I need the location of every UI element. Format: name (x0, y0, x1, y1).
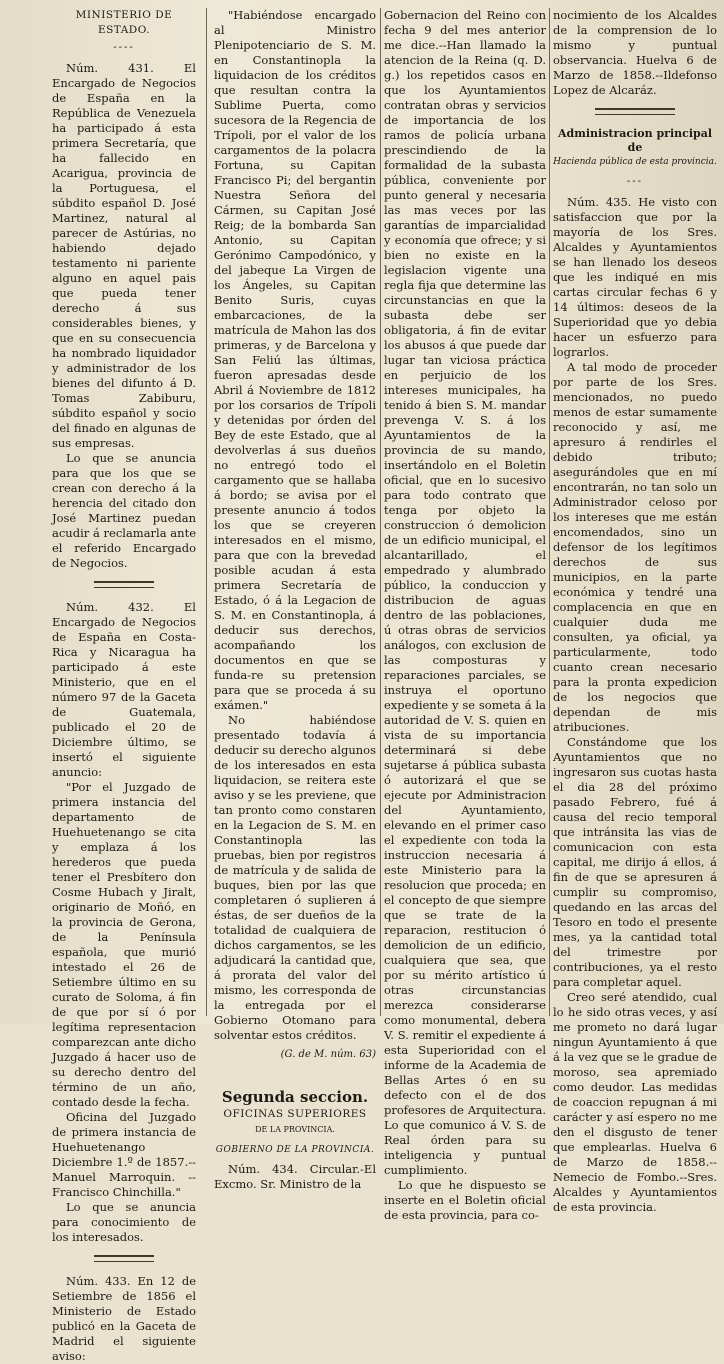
column-4 (553, 8, 717, 1214)
circular-signature: nocimiento de los Alcaldes de la comprension de lo mismo y puntual observancia. Huelva 6 de Marzo de 1858.--Ildefonso Lopez de Alcaráz. (553, 8, 717, 97)
separator (595, 108, 675, 115)
quoted-notice: "Habiéndose encargado al Ministro Plenipotenciario de S. M. en Constantinopla la liquidacion de los créditos que resultan contra la Sublime Puerta, como sucesora de la Regencia de Trípoli, por el valor de los cargamentos de la polacra Fortuna, su Capitan Francisco Pi; del bergantin Nuestra Señora del Cármen, su Capitan José Reig; de la bombarda San Antonio, su Capitan Gerónimo Campodónico, y del jabeque La Virgen de los Ángeles, su Capitan Benito Suris, cuyas embarcaciones, de la matrícula de Mahon las dos primeras, y de Barcelona y San Feliú las últimas, fueron apresadas desde Abril á Noviembre de 1812 por los corsarios de Trípoli y detenidas por órden del Bey de este Estado, que al devolverlas á sus dueños no entregó todo el cargamento que se hallaba á bordo; se avisa por el presente anuncio á todos los que se creyeren interesados en el mismo, para que con la brevedad posible acudan á esta primera Secretaría de Estado, ó á la Legacion de S. M. en Constantinopla, á deducir sus derechos, acompañando los documentos en que se funda-re su pretension para que se proceda á su exámen." (214, 8, 376, 712)
notice-435: Núm. 435. He visto con satisfaccion que por la mayoría de los Sres. Alcaldes y Ayuntamientos se han llenado los deseos que les indiqué en mis cartas circular fechas 6 y 14 últimos: deseos de la Superioridad que yo debia hacer un esfuerzo para lograrlos. (553, 195, 717, 359)
notice-432-office: Oficina del Juzgado de primera instancia de Huehuetenango Diciembre 1.º de 1857.--Manuel Marroquin. --Francisco Chinchilla." (52, 1110, 196, 1199)
column-rule (549, 8, 550, 1016)
notice-431: Núm. 431. El Encargado de Negocios de España en la República de Venezuela ha participado á esta primera Secretaría, que ha fallecido en Acarigua, provincia de la Portuguesa, el súbdito español D. José Martinez, natural al parecer de Astúrias, no habiendo dejado testamento ni pariente alguno en aquel pais que pueda tener derecho á sus considerables bienes, y que en su consecuencia ha nombrado liquidador y administrador de los bienes del difunto á D. Tomas Zabiburu, súbdito español y socio del finado en algunas de sus empresas. (52, 61, 196, 450)
notice-432-note: Lo que se anuncia para conocimiento de los interesados. (52, 1200, 196, 1244)
column-3 (384, 8, 546, 1222)
section-title: Segunda seccion. (221, 1088, 369, 1106)
column-rule (206, 8, 207, 1016)
notice-434: Núm. 434. Circular.-El Excmo. Sr. Ministro de la (214, 1162, 376, 1191)
province-subheading: DE LA PROVINCIA. (255, 1125, 335, 1134)
source-citation: (G. de M. núm. 63) (280, 1049, 376, 1060)
separator (94, 581, 154, 588)
separator (94, 1255, 154, 1262)
notice-431-note: Lo que se anuncia para que los que se crean con derecho á la herencia del citado don José Martinez puedan acudir á reclamarla ante el referido Encargado de Negocios. (52, 451, 196, 570)
column-2 (214, 8, 376, 1191)
notice-432-quote: "Por el Juzgado de primera instancia del departamento de Huehuetenango se cita y emplaza á los herederos que pueda tener el Presbítero don Cosme Hubach y Jiralt, originario de Moñó, en la provincia de Gerona, de la Península española, que murió intestado el 26 de Setiembre último en su curato de Soloma, á fin de que por sí ó por legítima representacion comparezcan ante dicho Juzgado á hacer uso de su derecho dentro del término de un año, contado desde la fecha. (52, 780, 196, 1109)
notice-435-p4: Creo seré atendido, cual lo he sido otras veces, y así me prometo no dará lugar ningun Ayuntamiento á que á la vez que se le gradue de moroso, sea apremiado como deudor. Las medidas de coaccion repugnan á mi carácter y así espero no me den el disgusto de tener que emplearlas. Huelva 6 de Marzo de 1858.--Nemecio de Fombo.--Sres. Alcaldes y Ayuntamientos de esta provincia. (553, 990, 717, 1214)
circular-body: Gobernacion del Reino con fecha 9 del mes anterior me dice.--Han llamado la atencion de la Reina (q. D. g.) los repetidos casos en que los Ayuntamientos contratan obras y servicios de importancia de los ramos de policía urbana prescindiendo de la formalidad de la subasta pública, conveniente por punto general y necesaria las mas veces por las garantías de imparcialidad y economía que ofrece; y si bien no existe en la legislacion vigente una regla fija que determine las circunstancias en que la subasta debe ser obligatoria, á fin de evitar los abusos á que puede dar lugar tan viciosa práctica en perjuicio de los intereses municipales, ha tenido á bien S. M. mandar prevenga V. S. á los Ayuntamientos de la provincia de su mando, insertándolo en el Boletin oficial, que en lo sucesivo para todo contrato que tenga por objeto la construccion ó demolicion de un edificio municipal, el alcantarillado, el empedrado y alumbrado público, la conduccion y distribucion de aguas dentro de las poblaciones, ú otras obras de servicios análogos, con exclusion de las composturas y reparaciones parciales, se instruya el oportuno expediente y se someta á la autoridad de V. S. quien en vista de su importancia determinará si debe sujetarse á pública subasta ó autorizará el que se ejecute por Administracion del Ayuntamiento, elevando en el primer caso el expediente con toda la instruccion necesaria á este Ministerio para la resolucion que proceda; en el concepto de que siempre que se trate de la reparacion, restitucion ó demolicion de un edificio, cualquiera que sea, que por su mérito artístico ú otras circunstancias merezca considerarse como monumental, debera V. S. remitir el expediente á esta Superioridad con el informe de la Academia de Bellas Artes ó en su defecto con el de dos profesores de Arquitectura. Lo que comunico á V. S. de Real órden para su inteligencia y puntual cumplimiento. (384, 8, 546, 1177)
section-header: MINISTERIO DE ESTADO. (75, 9, 173, 36)
admin-subheading: Hacienda pública de esta provincia. (553, 157, 717, 167)
column-1 (52, 8, 196, 1363)
notice-433: Núm. 433. En 12 de Setiembre de 1856 el Ministerio de Estado publicó en la Gaceta de Madrid el siguiente aviso: (52, 1274, 196, 1363)
offices-heading: OFICINAS SUPERIORES (223, 1108, 367, 1120)
column-rule (380, 8, 381, 1016)
circular-closing: Lo que he dispuesto se inserte en el Boletin oficial de esta provincia, para co- (384, 1178, 546, 1222)
header-dash: --- (626, 176, 644, 187)
notice-435-p3: Constándome que los Ayuntamientos que no ingresaron sus cuotas hasta el dia 28 del próximo pasado Febrero, fué á causa del recio temporal que intránsita las vias de comunicacion con esta capital, me dirijo á ellos, á fin de que se apresuren á cumplir su compromiso, quedando en las arcas del Tesoro en todo el presente mes, ya la cantidad total del trimestre por contribuciones, ya el resto para completar aquel. (553, 735, 717, 989)
admin-heading: Administracion principal de (558, 127, 712, 154)
reiteration-notice: No habiéndose presentado todavía á deducir su derecho algunos de los interesados en esta liquidacion, se reitera este aviso y se les previene, que tan pronto como constaren en la Legacion de S. M. en Constantinopla las pruebas, bien por registros de matrícula y de salida de buques, bien por las que completaren ó suplieren á éstas, de ser dueños de la totalidad de cualquiera de dichos cargamentos, se les adjudicará la cantidad que, á prorata del valor del mismo, les corresponda de la entregada por el Gobierno Otomano para solventar estos créditos. (214, 713, 376, 1042)
notice-435-p2: A tal modo de proceder por parte de los Sres. mencionados, no puedo menos de estar sumamente reconocido y así, me apresuro á rendirles el debido tributo; asegurándoles que en mí encontrarán, no tan solo un Administrador celoso por los intereses que me están encomendados, sino un defensor de los legítimos derechos de sus municipios, en la parte económica y tendré una complacencia en que en cualquier duda me consulten, ya oficial, ya particularmente, todo cuanto crean necesario para la pronta expedicion de los negocios que dependan de mis atribuciones. (553, 360, 717, 734)
header-dash: ---- (113, 42, 135, 53)
notice-432: Núm. 432. El Encargado de Negocios de España en Costa-Rica y Nicaragua ha participado á este Ministerio, que en el número 97 de la Gaceta de Guatemala, publicado el 20 de Diciembre último, se insertó el siguiente anuncio: (52, 600, 196, 779)
government-heading: GOBIERNO DE LA PROVINCIA. (215, 1145, 375, 1155)
